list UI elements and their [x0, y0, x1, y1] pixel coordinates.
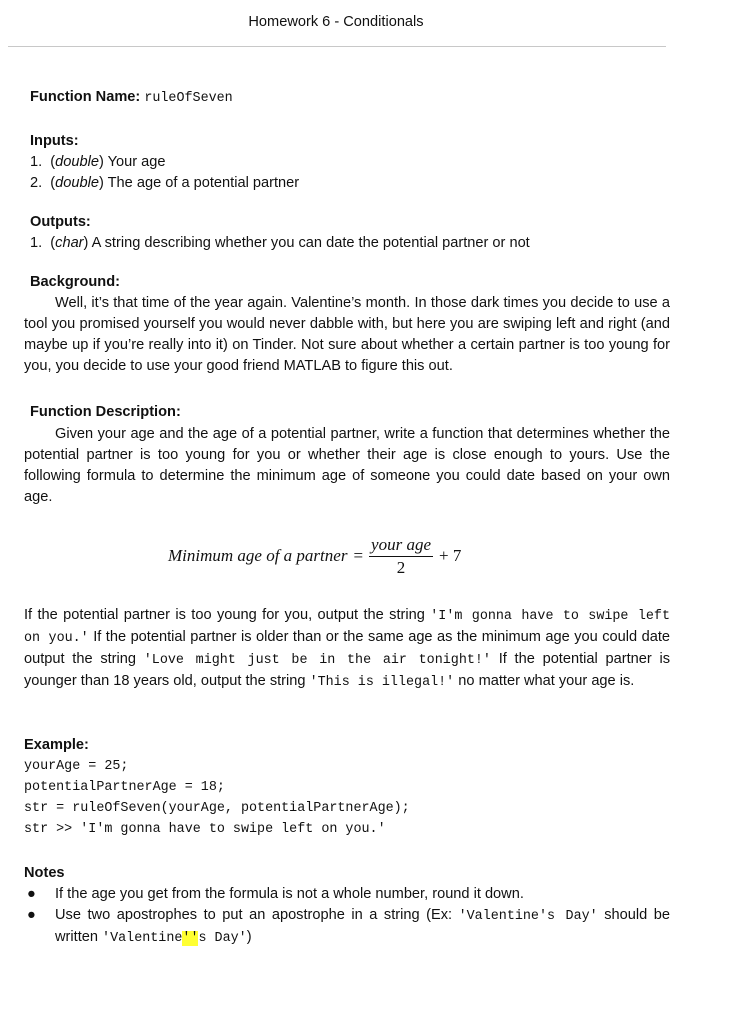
example-code-line: str >> 'I'm gonna have to swipe left on you.' — [24, 822, 386, 837]
output-type: char — [55, 235, 84, 251]
note-item: ● Use two apostrophes to put an apostrophe in a string (Ex: 'Valentine's Day' should be written 'Valentine''s Day') — [27, 907, 670, 946]
header-divider — [8, 46, 666, 47]
formula-denominator: 2 — [396, 557, 406, 577]
example-code-line: yourAge = 25; — [24, 759, 129, 774]
outputs-label: Outputs: — [30, 214, 91, 230]
input-type: double — [55, 154, 99, 170]
input-item: 1. (double) Your age — [30, 154, 166, 170]
formula — [168, 528, 461, 584]
input-text: Your age — [107, 154, 166, 170]
bullet-icon: ● — [27, 907, 36, 923]
notes-list — [24, 884, 670, 949]
notes-label: Notes — [24, 865, 65, 881]
input-text: The age of a potential partner — [107, 175, 300, 191]
formula-numerator: your age — [371, 534, 431, 554]
background-label: Background: — [30, 274, 120, 290]
example-code-line: str = ruleOfSeven(yourAge, potentialPartnerAge); — [24, 801, 410, 816]
description-paragraph: Given your age and the age of a potential partner, write a function that determines whether the potential partner is too young for you or whether their age is close enough to yours. Use the following formula to determine the minimum age of someone you could date based on your own age. — [24, 426, 670, 505]
input-item: 2. (double) The age of a potential partner — [30, 175, 300, 191]
inputs-label: Inputs: — [30, 133, 79, 149]
example-section — [24, 735, 670, 840]
example-label: Example: — [24, 737, 89, 753]
document-header — [0, 14, 672, 30]
inputs-list — [30, 152, 676, 194]
highlighted-apostrophes: '' — [182, 931, 199, 946]
notes-section — [24, 863, 670, 949]
description-label: Function Description: — [30, 404, 181, 420]
bullet-icon: ● — [27, 886, 36, 902]
formula-plus: + 7 — [439, 546, 462, 565]
example-code-line: potentialPartnerAge = 18; — [24, 780, 225, 795]
formula-lhs: Minimum age of a partner — [168, 546, 348, 565]
input-type: double — [55, 175, 99, 191]
formula-fraction — [369, 534, 433, 579]
function-name-section — [30, 87, 676, 109]
formula-equals: = — [353, 546, 364, 565]
output-item: 1. (char) A string describing whether you can date the potential partner or not — [30, 235, 530, 251]
note-item: ● If the age you get from the formula is not a whole number, round it down. — [24, 884, 670, 905]
rules-paragraph: If the potential partner is too young for you, output the string 'I'm gonna have to swipe left on you.' If the potential partner is older than or the same age as the minimum age you could date output the string 'Love might just be in the air tonight!' If the potential partner is younger than 18 years old, output the string 'This is illegal!' no matter what your age is. — [24, 607, 670, 690]
string-ok: 'Love might just be in the air tonight!' — [143, 653, 491, 668]
document-title: Homework 6 - Conditionals — [248, 14, 424, 30]
background-paragraph: Well, it’s that time of the year again. Valentine’s month. In those dark times you decide to use a tool you promised yourself you would never dabble with, but here you are swiping left and right (and maybe up if you’re really into it) on Tinder. Not sure about whether a certain partner is too young for you, you decide to use your good friend MATLAB to figure this out. — [24, 295, 670, 374]
inputs-section — [30, 131, 676, 152]
output-text: A string describing whether you can date the potential partner or not — [91, 235, 530, 251]
string-illegal: 'This is illegal!' — [309, 675, 455, 690]
outputs-section — [30, 212, 676, 254]
function-name-value: ruleOfSeven — [144, 91, 233, 106]
string-too-young: 'I'm gonna have to swipe left on you.' — [24, 609, 670, 646]
background-label-wrap — [30, 272, 676, 293]
function-name-label: Function Name: — [30, 89, 141, 105]
description-label-wrap — [30, 402, 676, 423]
